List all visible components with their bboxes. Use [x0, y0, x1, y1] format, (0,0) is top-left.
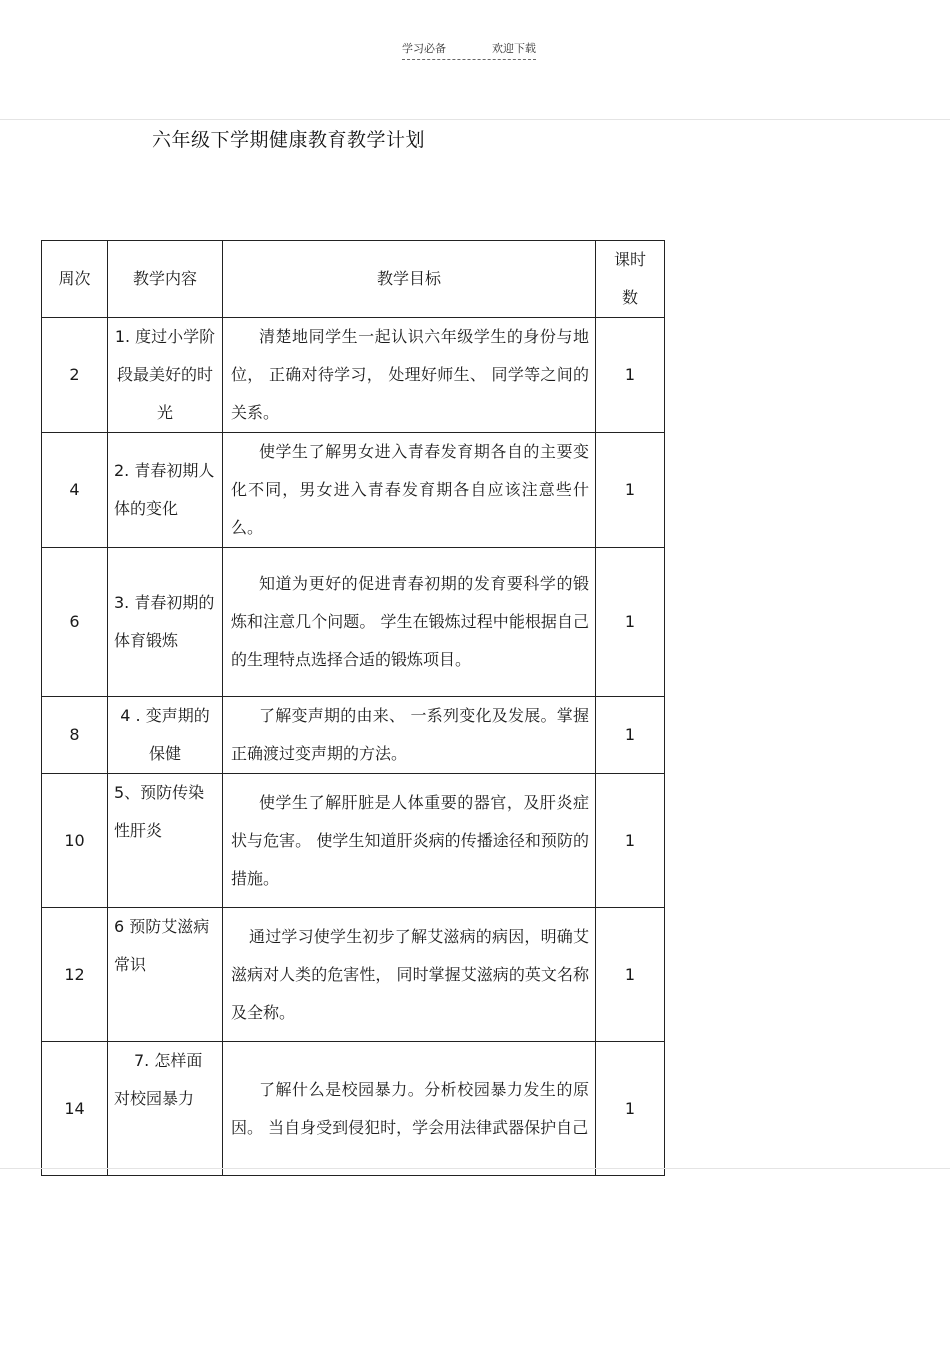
header-week: 周次	[42, 241, 108, 318]
content-cell: 1. 度过小学阶段最美好的时光	[108, 318, 223, 433]
top-divider	[0, 119, 950, 120]
goal-cell	[223, 318, 596, 433]
week-cell: 4	[42, 433, 108, 548]
goal-cell	[223, 697, 596, 774]
goal-text: 了解变声期的由来、 一系列变化及发展。掌握正确渡过变声期的方法。	[231, 706, 589, 763]
goal-text: 使学生了解肝脏是人体重要的器官，及肝炎症状与危害。 使学生知道肝炎病的传播途径和预防的措施。	[231, 792, 589, 888]
content-cell: 2. 青春初期人体的变化	[108, 433, 223, 548]
table-row	[42, 548, 665, 697]
goal-cell	[223, 774, 596, 908]
hours-cell: 1	[596, 908, 665, 1042]
goal-text: 清楚地同学生一起认识六年级学生的身份与地位， 正确对待学习， 处理好师生、 同学等之间的关系。	[231, 327, 589, 422]
week-cell: 10	[42, 774, 108, 908]
table-row	[42, 774, 665, 908]
hours-cell: 1	[596, 433, 665, 548]
week-cell: 6	[42, 548, 108, 697]
goal-text: 知道为更好的促进青春初期的发育要科学的锻炼和注意几个问题。 学生在锻炼过程中能根据自己的生理特点选择合适的锻炼项目。	[231, 574, 589, 669]
goal-cell	[223, 1042, 596, 1176]
header-content: 教学内容	[108, 241, 223, 318]
table-row	[42, 697, 665, 774]
header-hours-line1: 课时	[613, 250, 646, 269]
goal-cell	[223, 548, 596, 697]
week-cell: 14	[42, 1042, 108, 1176]
hours-cell: 1	[596, 548, 665, 697]
content-cell: 4 . 变声期的保健	[108, 697, 223, 774]
table-row	[42, 318, 665, 433]
page-title: 六年级下学期健康教育教学计划	[152, 129, 426, 151]
hours-cell: 1	[596, 697, 665, 774]
content-cell: 5、预防传染性肝炎	[108, 774, 223, 908]
week-cell: 2	[42, 318, 108, 433]
content-cell: 6 预防艾滋病常识	[108, 908, 223, 1042]
hours-cell: 1	[596, 318, 665, 433]
table-row	[42, 1042, 665, 1176]
week-cell: 8	[42, 697, 108, 774]
header-left-text: 学习必备	[402, 42, 446, 55]
content-cell: 3. 青春初期的体育锻炼	[108, 548, 223, 697]
content-cell: 7. 怎样面对校园暴力	[108, 1042, 223, 1176]
header-hours-line2: 数	[621, 288, 638, 307]
hours-cell: 1	[596, 1042, 665, 1176]
hours-cell: 1	[596, 774, 665, 908]
goal-text: 使学生了解男女进入青春发育期各自的主要变化不同，男女进入青春发育期各自应该注意些什么。	[231, 442, 589, 537]
table-row	[42, 433, 665, 548]
header-right-text: 欢迎下载	[492, 42, 536, 55]
bottom-divider	[0, 1168, 950, 1169]
week-cell: 12	[42, 908, 108, 1042]
goal-cell	[223, 433, 596, 548]
goal-text: 了解什么是校园暴力。分析校园暴力发生的原因。 当自身受到侵犯时，学会用法律武器保护自己	[231, 1079, 589, 1137]
header-goal: 教学目标	[223, 241, 596, 318]
header-hours	[596, 241, 665, 318]
page-header	[402, 40, 536, 60]
goal-cell	[223, 908, 596, 1042]
table-header-row	[42, 241, 665, 318]
table-row	[42, 908, 665, 1042]
teaching-plan-table	[41, 240, 665, 1176]
goal-text: 通过学习使学生初步了解艾滋病的病因，明确艾滋病对人类的危害性， 同时掌握艾滋病的英文名称及全称。	[231, 926, 589, 1022]
